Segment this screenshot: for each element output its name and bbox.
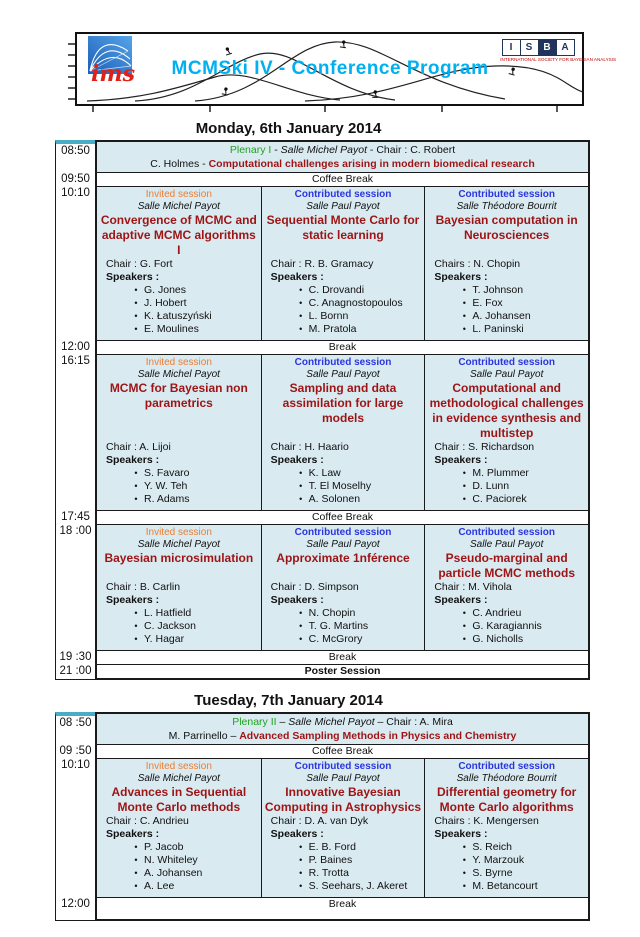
isba-letter: S (521, 40, 539, 55)
isba-letterbox (502, 39, 575, 56)
speakers-label: Speakers : (270, 594, 324, 606)
speaker-item: • A. Lee (134, 880, 175, 892)
speaker-item: • E. Moulines (134, 323, 199, 335)
speaker-item: • C. Jackson (134, 620, 196, 632)
speakers-list (434, 607, 585, 646)
plenary-line1: Plenary II – Salle Michel Payot – Chair : A. Mira (232, 716, 453, 728)
speaker-item: • N. Whiteley (134, 854, 198, 866)
header-banner (75, 32, 617, 110)
time-label: 19 :30 (55, 650, 95, 664)
speakers-list (271, 284, 422, 336)
session-cell (261, 187, 425, 340)
session-kind: Contributed session (458, 761, 555, 772)
time-label: 10:10 (55, 186, 95, 340)
session-room: Salle Michel Payot (137, 369, 220, 380)
session-room: Salle Paul Payot (306, 201, 380, 212)
coffee-break-row: Coffee Break (95, 510, 590, 524)
speakers-label: Speakers : (106, 828, 160, 840)
session-chair: Chair : B. Carlin (106, 581, 181, 593)
session-chair: Chairs : K. Mengersen (434, 815, 539, 827)
session-cell (261, 525, 425, 650)
session-title: Advances in Sequential Monte Carlo methods (111, 785, 247, 814)
speaker-item: • L. Paninski (462, 323, 524, 335)
day-title: Tuesday, 7th January 2014 (194, 692, 383, 709)
session-chair: Chair : C. Andrieu (106, 815, 189, 827)
plenary-row (95, 712, 590, 744)
session-cell (97, 355, 261, 510)
session-title: Innovative Bayesian Computing in Astrophysics (264, 785, 422, 814)
break-row: Break (95, 340, 590, 354)
session-room: Salle Paul Payot (306, 773, 380, 784)
sessions-row (95, 758, 590, 897)
sessions-row (95, 186, 590, 340)
speaker-item: • S. Byrne (462, 867, 513, 879)
session-room: Salle Théodore Bourrit (456, 773, 557, 784)
session-cell (424, 525, 588, 650)
speaker-item: • M. Plummer (462, 467, 529, 479)
page (0, 32, 640, 937)
session-cell (424, 759, 588, 897)
session-room: Salle Paul Payot (469, 539, 544, 550)
speakers-list (434, 284, 585, 336)
speakers-label: Speakers : (434, 594, 488, 606)
day-table-monday (55, 140, 590, 680)
speaker-item: • E. B. Ford (299, 841, 356, 853)
isba-letter: I (503, 40, 521, 55)
speaker-item: • C. Andrieu (462, 607, 522, 619)
session-room: Salle Michel Payot (137, 539, 220, 550)
speaker-item: • Y. W. Teh (134, 480, 188, 492)
speaker-item: • G. Karagiannis (462, 620, 542, 632)
speakers-label: Speakers : (270, 454, 324, 466)
plenary-row (95, 140, 590, 172)
session-room: Salle Paul Payot (306, 539, 380, 550)
session-room: Salle Michel Payot (137, 773, 220, 784)
speaker-item: • R. Adams (134, 493, 190, 505)
session-chair: Chair : A. Lijoi (106, 441, 171, 453)
break-row: Break (95, 650, 590, 664)
plenary-line1: Plenary I - Salle Michel Payot - Chair : C. Robert (229, 144, 456, 156)
session-cell (424, 187, 588, 340)
isba-letter: A (557, 40, 574, 55)
speaker-item: • K. Łatuszyński (134, 310, 212, 322)
session-cell (261, 759, 425, 897)
speaker-item: • A. Johansen (462, 310, 531, 322)
time-label: 08 :50 (55, 712, 95, 744)
session-kind: Contributed session (458, 189, 555, 200)
speakers-label: Speakers : (106, 454, 160, 466)
speakers-label: Speakers : (434, 828, 488, 840)
speakers-label: Speakers : (270, 828, 324, 840)
coffee-break-row: Coffee Break (95, 172, 590, 186)
speaker-item: • Y. Marzouk (462, 854, 525, 866)
session-title: Sequential Monte Carlo for static learning (266, 213, 420, 242)
speaker-item: • G. Jones (134, 284, 187, 296)
speaker-item: • Y. Hagar (134, 633, 185, 645)
speakers-list (271, 607, 422, 646)
plenary-line2: M. Parrinello – Advanced Sampling Methods in Physics and Chemistry (168, 730, 517, 742)
session-chair: Chairs : N. Chopin (434, 258, 521, 270)
session-kind: Contributed session (294, 527, 392, 538)
session-kind: Contributed session (458, 357, 555, 368)
speakers-label: Speakers : (106, 271, 160, 283)
session-cell (97, 759, 261, 897)
speaker-item: • P. Jacob (134, 841, 184, 853)
x-axis-ticks (93, 105, 557, 112)
speaker-item: • A. Johansen (134, 867, 203, 879)
isba-letter: B (539, 40, 557, 55)
speaker-item: • E. Fox (462, 297, 503, 309)
speaker-item: • C. Anagnostopoulos (299, 297, 403, 309)
speaker-item: • N. Chopin (299, 607, 356, 619)
session-chair: Chair : S. Richardson (434, 441, 535, 453)
session-title: Convergence of MCMC and adaptive MCMC algorithms I (100, 213, 257, 257)
time-label: 09:50 (55, 172, 95, 186)
speakers-list (106, 467, 258, 506)
speakers-label: Speakers : (434, 271, 488, 283)
speaker-item: • T. G. Martins (299, 620, 369, 632)
speaker-item: • A. Solonen (299, 493, 361, 505)
session-chair: Chair : D. Simpson (270, 581, 359, 593)
time-label: 12:00 (55, 897, 95, 921)
session-kind: Contributed session (294, 357, 392, 368)
session-kind: Contributed session (294, 189, 392, 200)
speaker-item: • J. Hobert (134, 297, 187, 309)
session-title: Bayesian computation in Neurosciences (435, 213, 578, 242)
speakers-list (434, 841, 585, 893)
session-kind: Contributed session (458, 527, 555, 538)
day-section-tuesday (0, 692, 640, 921)
speakers-label: Speakers : (270, 271, 324, 283)
session-room: Salle Théodore Bourrit (456, 201, 557, 212)
speaker-item: • M. Betancourt (462, 880, 538, 892)
session-room: Salle Michel Payot (137, 201, 220, 212)
day-title: Monday, 6th January 2014 (195, 120, 382, 137)
speaker-item: • T. Johnson (462, 284, 524, 296)
session-title: Pseudo-marginal and particle MCMC methods (438, 551, 575, 580)
time-label: 16:15 (55, 354, 95, 510)
speaker-item: • C. McGrory (299, 633, 363, 645)
speakers-list (106, 607, 258, 646)
session-title: Sampling and data assimilation for large models (282, 381, 404, 425)
session-title: Computational and methodological challenges in evidence synthesis and multistep (429, 381, 584, 440)
speaker-item: • R. Trotta (299, 867, 349, 879)
isba-caption: INTERNATIONAL SOCIETY FOR BAYESIAN ANALYSIS (500, 57, 617, 63)
speakers-list (106, 284, 258, 336)
session-title: Differential geometry for Monte Carlo algorithms (436, 785, 577, 814)
speakers-list (106, 841, 258, 893)
time-label: 09 :50 (55, 744, 95, 758)
day-section-monday (0, 120, 640, 680)
session-title: Approximate 1nférence (276, 551, 410, 565)
session-room: Salle Paul Payot (469, 369, 544, 380)
speakers-label: Speakers : (434, 454, 488, 466)
speaker-item: • S. Favaro (134, 467, 190, 479)
speakers-list (434, 467, 585, 506)
speaker-item: • C. Paciorek (462, 493, 527, 505)
sessions-row (95, 354, 590, 510)
time-label: 18 :00 (55, 524, 95, 650)
speaker-item: • S. Seehars, J. Akeret (299, 880, 408, 892)
speaker-item: • S. Reich (462, 841, 513, 853)
session-room: Salle Paul Payot (306, 369, 380, 380)
speakers-label: Speakers : (106, 594, 160, 606)
session-chair: Chair : M. Vihola (434, 581, 512, 593)
session-chair: Chair : R. B. Gramacy (270, 258, 374, 270)
time-label: 12:00 (55, 340, 95, 354)
speakers-list (271, 841, 422, 893)
speakers-list (271, 467, 422, 506)
sessions-row (95, 524, 590, 650)
time-label: 08:50 (55, 140, 95, 172)
speaker-item: • G. Nicholls (462, 633, 524, 645)
plenary-line2: C. Holmes - Computational challenges arising in modern biomedical research (150, 158, 535, 170)
speaker-item: • C. Drovandi (299, 284, 365, 296)
speaker-item: • L. Bornn (299, 310, 349, 322)
time-label: 21 :00 (55, 664, 95, 680)
speaker-item: • D. Lunn (462, 480, 510, 492)
coffee-break-row: Coffee Break (95, 744, 590, 758)
session-chair: Chair : D. A. van Dyk (270, 815, 369, 827)
break-row: Break (95, 897, 590, 921)
session-kind: Contributed session (294, 761, 392, 772)
ims-logo-text: ims (91, 61, 136, 87)
conference-title: MCMSki IV - Conference Program (171, 58, 489, 79)
session-chair: Chair : G. Fort (106, 258, 173, 270)
speaker-item: • K. Law (299, 467, 341, 479)
session-kind: Invited session (145, 357, 212, 368)
session-kind: Invited session (145, 761, 212, 772)
speaker-item: • M. Pratola (299, 323, 357, 335)
time-label: 17:45 (55, 510, 95, 524)
time-label: 10:10 (55, 758, 95, 897)
session-cell (424, 355, 588, 510)
day-table-tuesday (55, 712, 590, 921)
speaker-item: • T. El Moselhy (299, 480, 372, 492)
session-cell (97, 525, 261, 650)
session-cell (97, 187, 261, 340)
speaker-item: • P. Baines (299, 854, 353, 866)
poster-session-row: Poster Session (95, 664, 590, 680)
session-title: Bayesian microsimulation (104, 551, 254, 565)
session-kind: Invited session (145, 189, 212, 200)
session-kind: Invited session (145, 527, 212, 538)
session-chair: Chair : H. Haario (270, 441, 349, 453)
speaker-item: • L. Hatfield (134, 607, 192, 619)
y-axis-ticks (68, 44, 75, 99)
session-title: MCMC for Bayesian non parametrics (109, 381, 248, 410)
session-cell (261, 355, 425, 510)
